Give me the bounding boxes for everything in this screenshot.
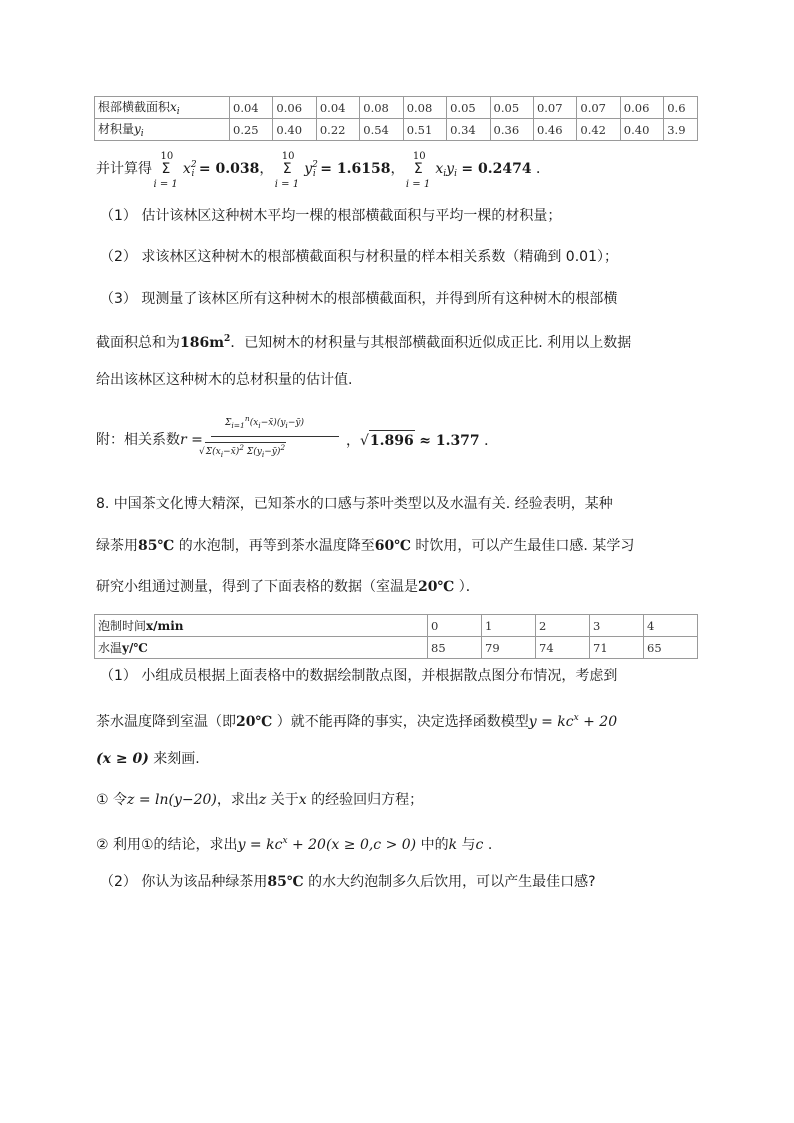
time-header: 泡制时间x/min: [95, 615, 428, 637]
row-header: 根部横截面积$x_i$: [95, 97, 230, 119]
q7-part3-line2: 截面积总和为$186m^2$．已知树木的材积量与其根部横截面积近似成正比. 利用以上数据: [96, 334, 632, 351]
table-cell: 0.54: [360, 119, 403, 141]
temp-header: 水温y/℃: [95, 637, 428, 659]
table-cell: 0.40: [273, 119, 316, 141]
sum-xy: = 0.2474: [461, 161, 532, 177]
sum-y-squared: = 1.6158: [320, 161, 391, 177]
table-cell: 0.05: [447, 97, 490, 119]
table-cell: 0.6: [664, 97, 698, 119]
q8-part1-line3: (x ≥ 0) 来刻画.: [96, 751, 200, 767]
tree-data-table: [94, 96, 698, 141]
calc-prefix: 并计算得: [96, 161, 152, 177]
sqrt-approx: ，√1.896 ≈ 1.377 ．: [346, 430, 498, 451]
table-cell: 3.9: [664, 119, 698, 141]
table-cell: 0.36: [490, 119, 533, 141]
q8-sub2: ② 利用①的结论，求出$y = kc^x + 20(x \ge 0,c > 0)$ 中的k 与c .: [96, 836, 493, 853]
q7-part1: （1） 估计该林区这种树木平均一棵的根部横截面积与平均一棵的材积量；: [100, 208, 562, 224]
table-cell: 0.07: [577, 97, 620, 119]
q8-intro-line2: 绿茶用85℃ 的水泡制，再等到茶水温度降至60℃ 时饮用，可以产生最佳口感. 某学习: [96, 538, 635, 554]
q8-part1-line2: 茶水温度降到室温（即20℃ ）就不能再降的事实，决定选择函数模型$y = kc^x + 20$: [96, 713, 618, 730]
q8-sub1: ① 令z = ln(y−20)，求出z 关于x 的经验回归方程；: [96, 792, 424, 808]
q8-intro-line1: 8. 中国茶文化博大精深，已知茶水的口感与茶叶类型以及水温有关. 经验表明，某种: [96, 496, 613, 512]
table-cell: 0.06: [273, 97, 316, 119]
table-cell: 0.06: [620, 97, 663, 119]
table-cell: 0.42: [577, 119, 620, 141]
q8-intro-line3: 研究小组通过测量，得到了下面表格的数据（室温是20℃ ）．: [96, 579, 480, 595]
table-row: [95, 97, 698, 119]
table-cell: 0.07: [533, 97, 576, 119]
table-row: 泡制时间x/min 0 1 2 3 4: [95, 615, 698, 637]
worksheet-page: 根部横截面积$x_i$ 0.04 0.06 0.04 0.08 0.08 0.05 0.05 0.07 0.07 0.06 0.6 材积量$y_i$ 0.25 0.40 0.22 0.54 0.51 0.34 0.36 0.46 0.42 0.40 3.9 并计算得 10 Σ i = 1 $x^2_i = 0.038$， 10 Σ i = 1 $y^2_i = 1.6158$， 10 Σ i = 1 $x_iy_i = 0.2474$ ． （1） 估计该林区这种树木平均一棵的根部横截面积与平均一棵的材积量； （2） 求该林区这种树木的根部横截面积与材积量的样本相关系数（精确到 0.01）； （3） 现测量了该林区所有这种树木的根部横截面积，并得到所有这种树木的根部横 截面积总和为$186m^2$．已知树木的材积量与其根部横截面积近似成正比. 利用以上数据 给出该林区这种树木的总材积量的估计值. 附：相关系数r = $\Sigma_{i=1}^n(x_i-x̄)(y_i-ȳ)$ $√\Sigma(x_i-x̄)^2$ $\Sigma(y_i-ȳ)^2$ ，√1.896 ≈ 1.377 ． 8. 中国茶文化博大精深，已知茶水的口感与茶叶类型以及水温有关. 经验表明，某种 绿茶用85℃ 的水泡制，再等到茶水温度降至60℃ 时饮用，可以产生最佳口感. 某学习 研究小组通过测量，得到了下面表格的数据（室温是20℃ ）． 泡制时间x/min 0 1 2 3 4 水温y/℃ 85 79 74 71 65 （1） 小组成员根据上面表格中的数据绘制散点图，并根据散点图分布情况，考虑到 茶水温度降到室温（即20℃ ）就不能再降的事实，决定选择函数模型$y = kc^x + 20$ (x ≥ 0) 来刻画. ① 令z = ln(y−20)，求出z 关于x 的经验回归方程； ② 利用①的结论，求出$y = kc^x + 20(x \ge 0,c > 0)$ 中的k 与c . （2） 你认为该品种绿茶用85℃ 的水大约泡制多久后饮用，可以产生最佳口感?: [0, 0, 794, 1123]
table-cell: 0.22: [316, 119, 359, 141]
table-cell: 0.08: [360, 97, 403, 119]
table-cell: 0.25: [230, 119, 273, 141]
q8-part1-line1: （1） 小组成员根据上面表格中的数据绘制散点图，并根据散点图分布情况，考虑到: [100, 668, 618, 684]
correlation-note: 附：相关系数r =: [96, 432, 203, 448]
table-cell: 0.04: [230, 97, 273, 119]
sum-symbol: 10 Σ i = 1: [405, 151, 431, 190]
sum-formula-line: 并计算得 10 Σ i = 1 $x^2_i = 0.038$， 10 Σ i = 1 $y^2_i = 1.6158$， 10 Σ i = 1 $x_iy_i = 0.2474$ ．: [96, 151, 551, 190]
sum-symbol: 10 Σ i = 1: [153, 151, 178, 190]
q7-part3-line3: 给出该林区这种树木的总材积量的估计值.: [96, 372, 353, 388]
q8-part2: （2） 你认为该品种绿茶用85℃ 的水大约泡制多久后饮用，可以产生最佳口感?: [100, 874, 596, 890]
table-cell: 0.46: [533, 119, 576, 141]
table-row: 水温y/℃ 85 79 74 71 65: [95, 637, 698, 659]
sum-symbol: 10 Σ i = 1: [274, 151, 300, 190]
sum-x-squared: = 0.038: [198, 161, 260, 177]
q7-part3-line1: （3） 现测量了该林区所有这种树木的根部横截面积，并得到所有这种树木的根部横: [100, 291, 618, 307]
table-cell: 0.40: [620, 119, 663, 141]
q7-part2: （2） 求该林区这种树木的根部横截面积与材积量的样本相关系数（精确到 0.01）；: [100, 249, 618, 265]
table-cell: 0.34: [447, 119, 490, 141]
table-cell: 0.51: [403, 119, 446, 141]
table-row: [95, 119, 698, 141]
table-cell: 0.04: [316, 97, 359, 119]
row-header: 材积量$y_i$: [95, 119, 230, 141]
tea-temperature-table: [94, 614, 698, 659]
table-cell: 0.08: [403, 97, 446, 119]
table-cell: 0.05: [490, 97, 533, 119]
